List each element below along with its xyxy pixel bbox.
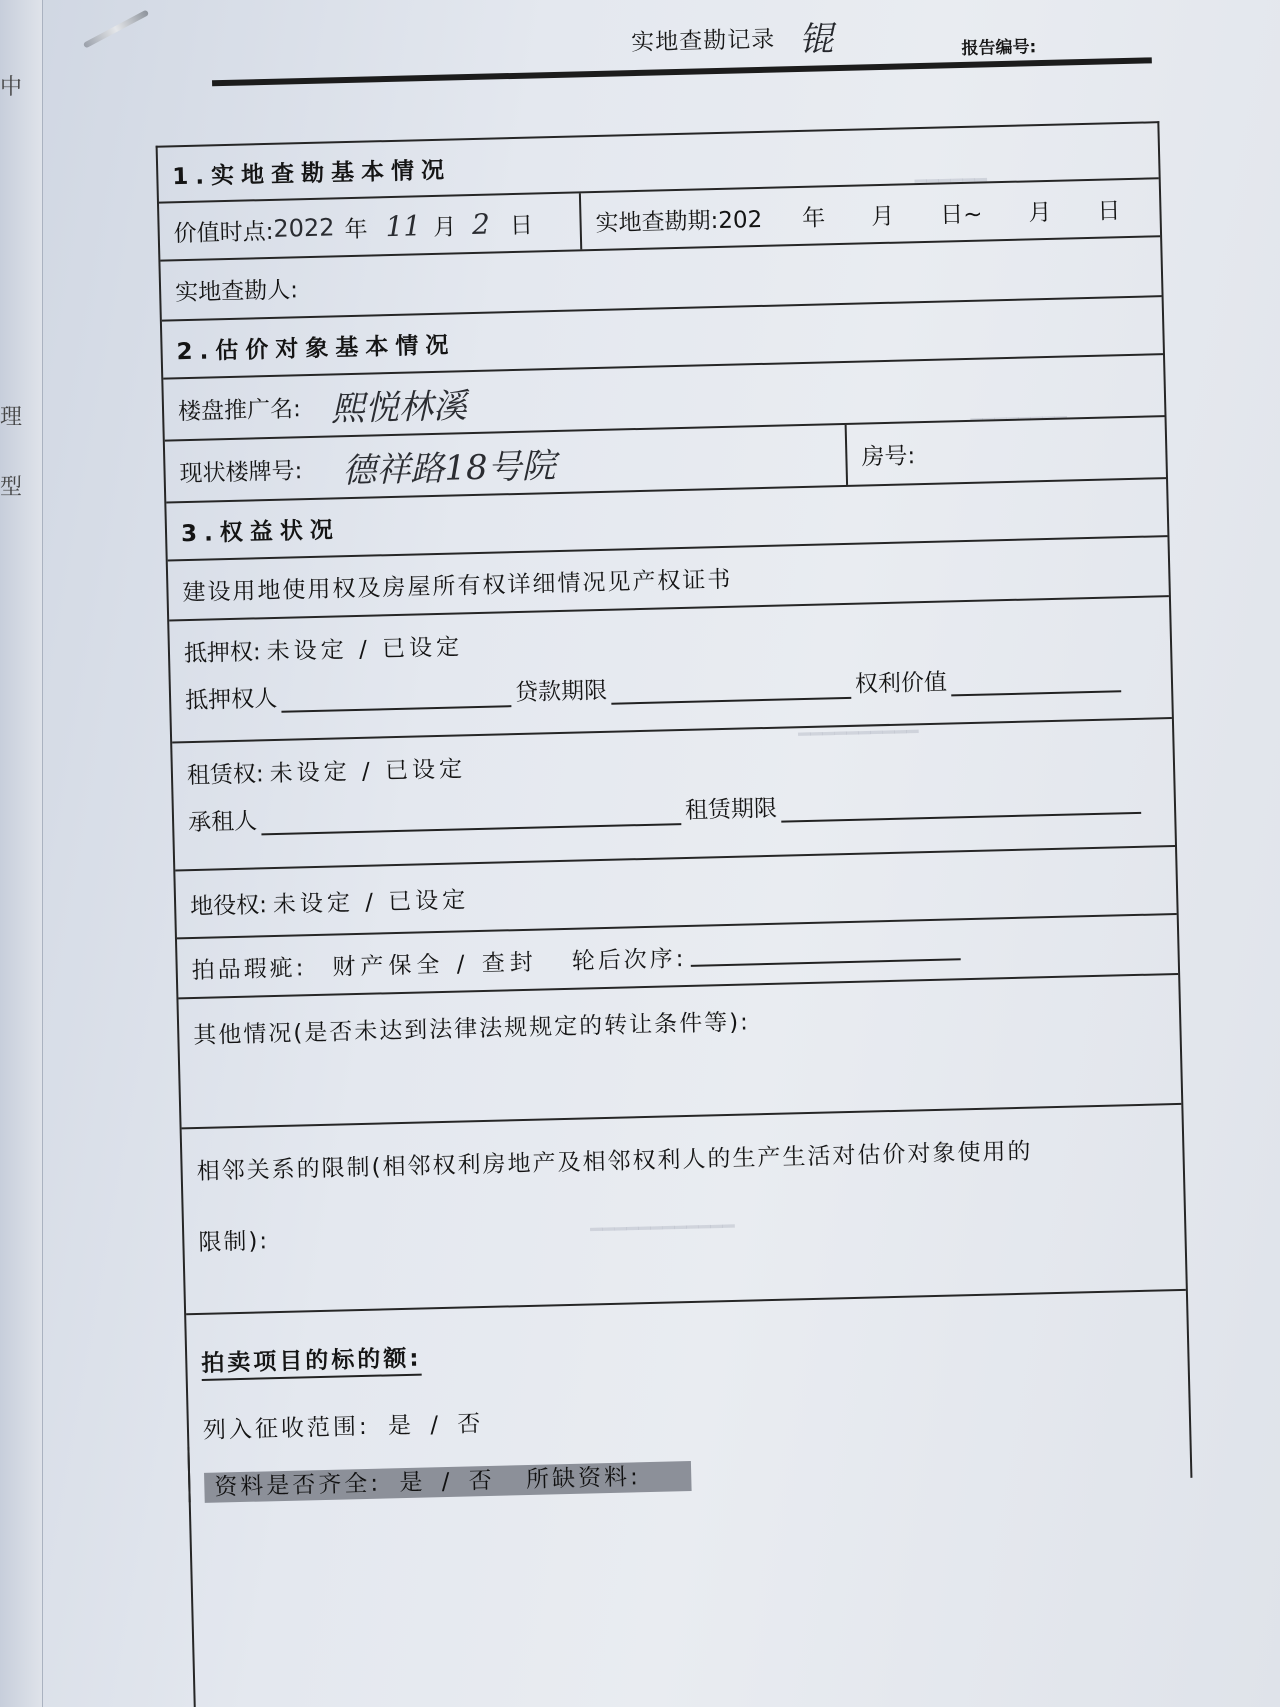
seizure-order-blank[interactable] [690,938,960,967]
loan-term-blank[interactable] [611,677,851,705]
section-1-heading: 1.实地查勘基本情况 [172,157,452,190]
expropriation-options[interactable]: 是 / 否 [387,1411,487,1440]
edge-fragment: 理 [0,405,23,430]
easement-options[interactable]: 未设定 / 已设定 [272,886,470,918]
lease-row [172,719,1175,871]
mortgage-options[interactable]: 未设定 / 已设定 [266,634,464,666]
lease-term-blank[interactable] [781,792,1141,823]
mortgage-row [169,597,1172,743]
loan-term-label: 贷款期限 [514,677,608,707]
docs-complete-highlight [204,1461,691,1503]
document-title: 实地查勘记录 [630,26,776,57]
year-unit: 年 [344,216,368,243]
value-time-month: 11 [385,208,422,243]
mortgage-details-line [185,658,1158,715]
mortgagee-blank[interactable] [281,685,511,713]
month-unit: 月 [432,213,457,241]
bleed-through: ━━━━━━━━ [970,405,1068,432]
underlying-sheet-edge [0,0,43,1707]
room-number-cell[interactable] [845,417,1166,485]
edge-fragment: 型 [0,475,23,500]
lease-details-line [188,780,1161,837]
surveyor-label: 实地查勘人: [174,276,299,306]
certificate-note: 建设用地使用权及房屋所有权详细情况见产权证书 [182,566,733,606]
mortgage-label: 抵押权: [183,639,262,668]
value-time-label: 价值时点: [173,218,274,247]
neighbor-restriction-label-line-1: 相邻关系的限制(相邻权利房地产及相邻权利人的生产生活对估价对象使用的 [196,1138,1033,1186]
right-value-blank[interactable] [951,670,1121,696]
header-rule [212,57,1152,86]
defect-options[interactable]: 财产保全 / 查封 [332,949,539,981]
right-value-label: 权利价值 [854,669,948,698]
edge-fragment: 中 [0,75,23,100]
auction-section [186,1291,1190,1502]
project-name-value: 熙悦林溪 [330,385,468,429]
handwritten-title-mark: 锟 [798,19,834,60]
bleed-through: ━━━━━━━━━━ [797,719,919,747]
project-name-label: 楼盘推广名: [177,395,302,425]
survey-period-blanks: 年 月 日~ 月 日 [801,197,1121,232]
expropriation-line [203,1388,1176,1445]
form-sheet [60,0,1280,1707]
neighbor-restriction-label-line-2: 限制): [198,1228,270,1256]
section-3-heading: 3.权益状况 [180,516,341,547]
building-number-value: 德祥路18号院 [341,445,557,491]
docs-complete-options[interactable]: 是 / 否 [399,1467,499,1497]
building-number-label: 现状楼牌号: [179,457,303,487]
lease-term-label: 租赁期限 [684,795,778,824]
lease-options[interactable]: 未设定 / 已设定 [269,756,467,788]
auction-amount-label[interactable]: 拍卖项目的标的额: [201,1346,422,1381]
lease-label: 租赁权: [186,761,265,790]
section-2-heading: 2.估价对象基本情况 [176,331,456,365]
value-time-day: 2 [471,207,491,241]
lessee-label: 承租人 [187,808,258,837]
docs-complete-line [204,1445,1177,1502]
value-time-cell[interactable] [159,193,580,259]
easement-label: 地役权: [189,891,268,920]
lessee-blank[interactable] [261,803,681,835]
expropriation-label: 列入征收范围: [202,1413,371,1444]
docs-complete-label: 资料是否齐全: [214,1470,382,1501]
bleed-through: ━━━━━━━━━━━━ [589,1213,735,1242]
mortgagee-label: 抵押权人 [184,685,278,715]
defect-label: 拍品瑕疵: [191,954,307,984]
survey-form-table [156,121,1193,1502]
mortgage-line [184,611,1157,668]
neighbor-restriction-row[interactable] [182,1105,1186,1315]
seizure-order-label: 轮后次序: [571,945,687,975]
day-unit: 日 [509,212,534,239]
bleed-through: ━━━━━━ [914,167,988,194]
value-time-year: 2022 [273,213,335,243]
lease-line [187,733,1160,790]
report-number-label: 报告编号: [961,37,1037,59]
other-conditions-row[interactable] [178,975,1181,1129]
missing-docs-label: 所缺资料: [525,1464,642,1494]
survey-period-label: 实地查勘期:202 [595,206,763,237]
other-conditions-label: 其他情况(是否未达到法律法规规定的转让条件等): [193,1009,751,1050]
room-number-label: 房号: [861,442,916,471]
